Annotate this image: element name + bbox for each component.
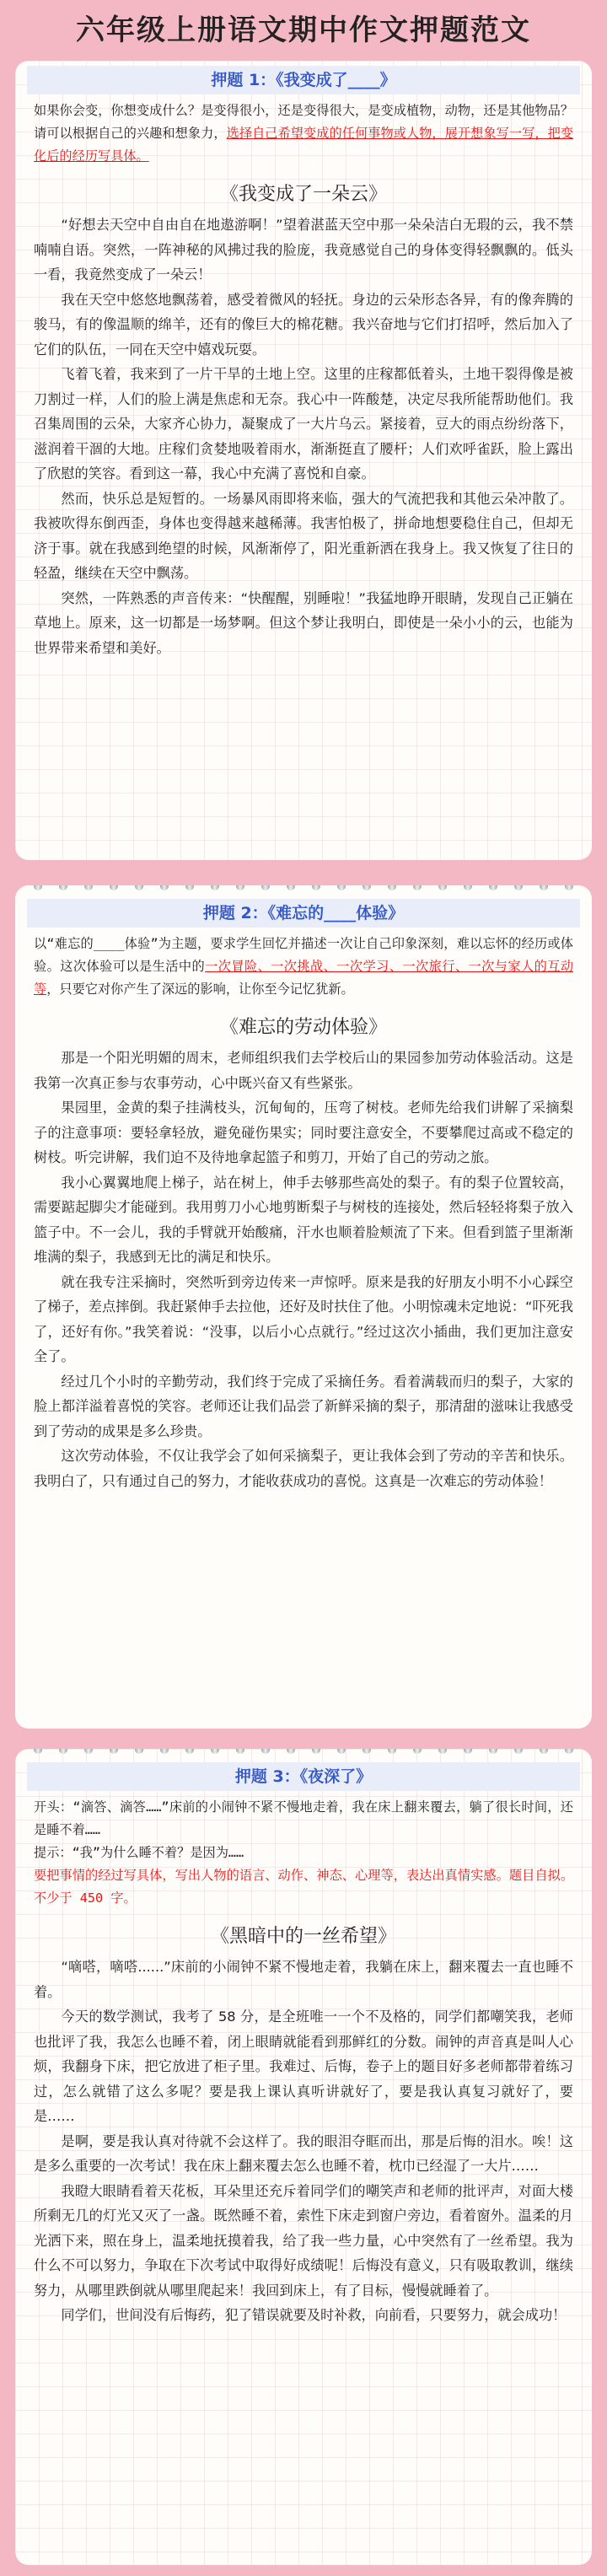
binder-rings	[15, 885, 592, 890]
binder-ring	[514, 1749, 523, 1754]
binder-ring	[363, 885, 371, 890]
essay-paragraph: 我在天空中悠悠地飘荡着，感受着微风的轻抚。身边的云朵形态各异，有的像奔腾的骏马，有的像温顺的绵羊，还有的像巨大的棉花糖。我兴奋地与它们打招呼，然后加入了它们的队伍，一同在天空中嬉戏玩耍。	[34, 291, 573, 358]
binder-ring	[287, 1749, 295, 1754]
essay-title: 《黑暗中的一丝希望》	[210, 1926, 396, 1947]
binder-ring	[438, 1749, 447, 1754]
binder-ring	[413, 885, 422, 890]
binder-ring	[388, 1749, 396, 1754]
binder-ring	[211, 1749, 219, 1754]
binder-ring	[261, 1749, 270, 1754]
binder-ring	[489, 1749, 497, 1754]
prompt-highlight: 一次冒险、一次挑战、一次学习、一次旅行、一次与家人的互动等	[34, 959, 574, 997]
prompt-text: 提示：“我”为什么睡不着？是因为……	[34, 1845, 244, 1860]
essay-paragraph: 那是一个阳光明媚的周末，老师组织我们去学校后山的果园参加劳动体验活动。这是我第一次真正参与农事劳动，心中既兴奋又有些紧张。	[34, 1050, 573, 1091]
essay-body	[15, 212, 592, 660]
binder-ring	[185, 885, 194, 890]
binder-ring	[287, 885, 295, 890]
essay-paragraph: “嘀嗒，嘀嗒......”床前的小闹钟不紧不慢地走着，我躺在床上，翻来覆去一直也睡不着。	[34, 1959, 573, 2000]
essay-title: 《难忘的劳动体验》	[219, 1017, 387, 1038]
binder-ring	[84, 1749, 93, 1754]
essay-paragraph: 这次劳动体验，不仅让我学会了如何采摘梨子，更让我体会到了劳动的辛苦和快乐。我明白了，只有通过自己的努力，才能收获成功的喜悦。这真是一次难忘的劳动体验！	[34, 1448, 573, 1489]
prompt-text: ，只要它对你产生了深远的影响，让你至今记忆犹新。	[46, 981, 354, 997]
binder-ring	[464, 1749, 472, 1754]
binder-ring	[261, 885, 270, 890]
binder-ring	[59, 885, 67, 890]
topic-prompt	[34, 933, 573, 1001]
page-title: 六年级上册语文期中作文押题范文	[76, 13, 531, 47]
essay-body	[15, 1046, 592, 1493]
binder-ring	[337, 885, 346, 890]
binder-ring	[438, 885, 447, 890]
essay-paragraph: 就在我专注采摘时，突然听到旁边传来一声惊呼。原来是我的好朋友小明不小心踩空了梯子，差点摔倒。我赶紧伸手去拉他，还好及时扶住了他。小明惊魂未定地说：“吓死我了，还好有你。”我笑着说：“没事，以后小心点就行。”经过这次小插曲，我们更加注意安全了。	[34, 1273, 573, 1364]
topic-prompt	[34, 99, 573, 168]
essay-paragraph: 是啊，要是我认真对待就不会这样了。我的眼泪夺眶而出，那是后悔的泪水。唉！这是多么重要的一次考试！我在床上翻来覆去怎么也睡不着，枕巾已经湿了一大片……	[34, 2132, 573, 2174]
topic-card-1	[15, 61, 592, 860]
binder-ring	[110, 885, 118, 890]
binder-ring	[211, 885, 219, 890]
binder-ring	[34, 885, 42, 890]
binder-ring	[236, 885, 244, 890]
essay-paragraph: 突然，一阵熟悉的声音传来：“快醒醒，别睡啦！”我猛地睁开眼睛，发现自己正躺在草地上。原来，这一切都是一场梦啊。但这个梦让我明白，即使是一朵小小的云，也能为世界带来希望和美好。	[34, 589, 573, 656]
binder-ring	[565, 885, 573, 890]
binder-ring	[34, 1749, 42, 1754]
binder-ring	[160, 885, 169, 890]
topic-card-2	[15, 885, 592, 1729]
essay-paragraph: 我小心翼翼地爬上梯子，站在树上，伸手去够那些高处的梨子。有的梨子位置较高，需要踮起脚尖才能碰到。我用剪刀小心地剪断梨子与树枝的连接处，然后轻轻将梨子放入篮子中。不一会儿，我的手臂就开始酸痛，汗水也顺着脸颊流了下来。但看到篮子里渐渐堆满的梨子，我感到无比的满足和快乐。	[34, 1174, 573, 1265]
binder-ring	[84, 885, 93, 890]
binder-ring	[540, 1749, 548, 1754]
essay-body	[15, 1955, 592, 2328]
binder-ring	[540, 885, 548, 890]
topic-heading: 押题 2：《难忘的____体验》	[27, 899, 580, 928]
binder-ring	[59, 1749, 67, 1754]
essay-paragraph: “好想去天空中自由自在地遨游啊！”望着湛蓝天空中那一朵朵洁白无瑕的云，我不禁喃喃自语。突然，一阵神秘的风拂过我的脸庞，我竟感觉自己的身体变得轻飘飘的。低头一看，我竟然变成了一朵云！	[34, 217, 573, 282]
binder-ring	[337, 1749, 346, 1754]
binder-ring	[312, 885, 320, 890]
binder-ring	[110, 1749, 118, 1754]
essay-paragraph: 我瞪大眼睛看着天花板，耳朵里还充斥着同学们的嘲笑声和老师的批评声，对面大楼所剩无几的灯光又灭了一盏。既然睡不着，索性下床走到窗户旁边，看着窗外。温柔的月光洒下来，照在身上，温柔地抚摸着我，给了我一些力量，心中突然有了一丝希望。我为什么不可以努力，争取在下次考试中取得好成绩呢！后悔没有意义，只有吸取教训，继续努力，从哪里跌倒就从哪里爬起来！我回到床上，有了目标，慢慢就睡着了。	[34, 2182, 573, 2299]
essay-paragraph: 今天的数学测试，我考了 58 分，是全班唯一一个不及格的，同学们都嘲笑我，老师也批评了我，我怎么也睡不着，闭上眼睛就能看到那鲜红的分数。闹钟的声音真是叫人心烦，我翻身下床，把它放进了柜子里。我难过、后悔，卷子上的题目好多老师都带着练习过，怎么就错了这么多呢？要是我上课认真听讲就好了，要是我认真复习就好了，要是……	[34, 2009, 573, 2124]
binder-ring	[388, 885, 396, 890]
binder-ring	[464, 885, 472, 890]
prompt-highlight: 选择自己希望变成的任何事物或人物，展开想象写一写，把变化后的经历写具体。	[34, 126, 574, 164]
essay-paragraph: 果园里，金黄的梨子挂满枝头，沉甸甸的，压弯了树枝。老师先给我们讲解了采摘梨子的注意事项：要轻拿轻放，避免碰伤果实；同时要注意安全，不要攀爬过高或不稳定的树枝。听完讲解，我们迫不及待地拿起篮子和剪刀，开始了自己的劳动之旅。	[34, 1100, 573, 1165]
binder-ring	[565, 1749, 573, 1754]
binder-ring	[514, 885, 523, 890]
binder-ring	[413, 1749, 422, 1754]
binder-ring	[135, 885, 143, 890]
prompt-text: 以“难忘的____体验”为主题，要求学生回忆并描述一次让自己印象深刻，难以忘怀的经历或体验。这次体验可以是生活中的	[34, 936, 573, 974]
binder-ring	[160, 1749, 169, 1754]
binder-ring	[135, 1749, 143, 1754]
binder-ring	[363, 1749, 371, 1754]
essay-paragraph: 同学们，世间没有后悔药，犯了错误就要及时补救，向前看，只要努力，就会成功！	[61, 2307, 567, 2323]
essay-paragraph: 经过几个小时的辛勤劳动，我们终于完成了采摘任务。看着满载而归的梨子，大家的脸上都洋溢着喜悦的笑容。老师还让我们品尝了新鲜采摘的梨子，那清甜的滋味让我感受到了劳动的成果是多么珍贵。	[34, 1373, 573, 1439]
prompt-highlight: 要把事情的经过写具体，写出人物的语言、动作、神态、心理等，表达出真情实感。题目自拟。不少于 450 字。	[34, 1868, 573, 1906]
essay-paragraph: 飞着飞着，我来到了一片干旱的土地上空。这里的庄稼都低着头，土地干裂得像是被刀割过一样，人们的脸上满是焦虑和无奈。我心中一阵酸楚，决定尽我所能帮助他们。我召集周围的云朵，大家齐心协力，凝聚成了一大片乌云。紧接着，豆大的雨点纷纷落下，滋润着干涸的大地。庄稼们贪婪地吸着雨水，渐渐挺直了腰杆；人们欢呼雀跃，脸上露出了欣慰的笑容。看到这一幕，我心中充满了喜悦和自豪。	[34, 366, 573, 481]
prompt-text: 开头：“滴答、滴答……”床前的小闹钟不紧不慢地走着，我在床上翻来覆去，躺了很长时间，还是睡不着……	[34, 1799, 573, 1837]
topic-prompt	[34, 1796, 573, 1910]
topic-heading: 押题 3：《夜深了》	[27, 1762, 580, 1791]
topic-heading: 押题 1：《我变成了____》	[27, 66, 580, 94]
binder-ring	[312, 1749, 320, 1754]
essay-paragraph: 然而，快乐总是短暂的。一场暴风雨即将来临，强大的气流把我和其他云朵冲散了。我被吹得东倒西歪，身体也变得越来越稀薄。我害怕极了，拼命地想要稳住自己，但却无济于事。就在我感到绝望的时候，风渐渐停了，阳光重新洒在我身上。我又恢复了往日的轻盈，继续在天空中飘荡。	[34, 490, 573, 581]
topic-card-3	[15, 1749, 592, 2565]
prompt-text: 如果你会变，你想变成什么？是变得很小，还是变得很大，是变成植物，动物，还是其他物品？请可以根据自己的兴趣和想象力，	[34, 103, 573, 141]
binder-rings	[15, 1749, 592, 1754]
essay-title: 《我变成了一朵云》	[219, 184, 387, 205]
binder-ring	[489, 885, 497, 890]
binder-ring	[185, 1749, 194, 1754]
binder-ring	[236, 1749, 244, 1754]
